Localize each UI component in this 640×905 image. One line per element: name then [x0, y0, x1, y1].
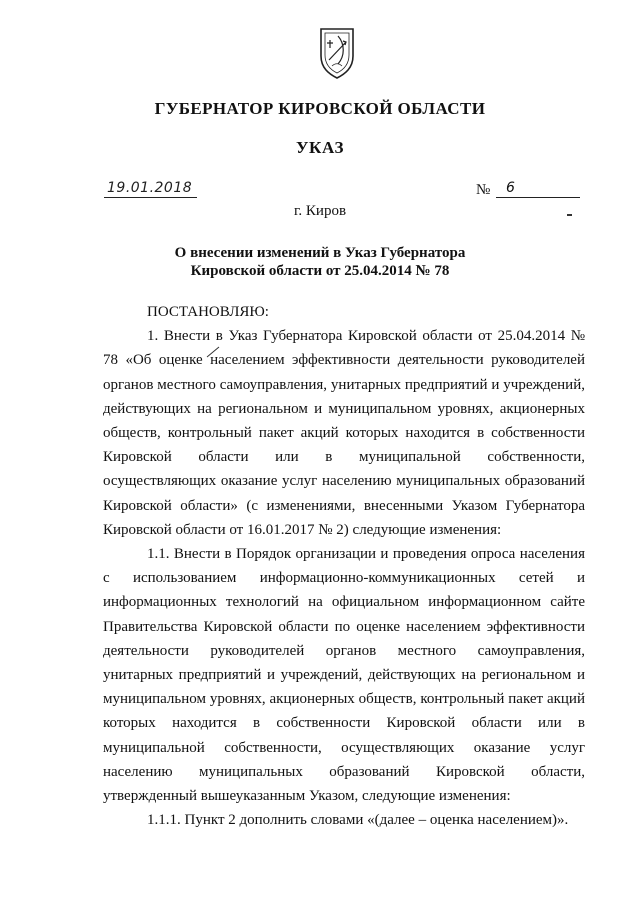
decree-subject [0, 244, 640, 280]
number-underline [496, 197, 580, 198]
decree-date: 19.01.2018 [107, 180, 193, 196]
governor-title: ГУБЕРНАТОР КИРОВСКОЙ ОБЛАСТИ [154, 99, 486, 118]
stray-mark [567, 214, 572, 216]
paragraph-1-1-1: 1.1.1. Пункт 2 дополнить словами «(далее – оценка населением)». [147, 812, 569, 829]
paragraph-1: 1. Внести в Указ Губернатора Кировской области от 25.04.2014 № 78 «Об оценке населением эффективности деятельности руководителей органов местного самоуправления, унитарных предприятий и учреждений, действующих на региональном и муниципальном уровнях, акционерных обществ, контрольный пакет акций которых находится в собственности Кировской области или в муниципальной собственности, осуществляющих оказание услуг населению муниципальных образований Кировской области» (с изменениями, внесенными Указом Губернатора Кировской области от 16.01.2017 № 2) следующие изменения: [103, 328, 585, 538]
subject-line-2: Кировской области от 25.04.2014 № 78 [190, 263, 450, 279]
city-label: г. Киров [293, 203, 347, 219]
decree-title: УКАЗ [295, 138, 345, 157]
subject-line-1: О внесении изменений в Указ Губернатора [174, 245, 466, 261]
kirov-coat-of-arms-icon [317, 26, 357, 80]
decree-body [103, 300, 585, 832]
number-sign: № [476, 182, 491, 198]
paragraph-1-1: 1.1. Внести в Порядок организации и проведения опроса населения с использованием информационно-коммуникационных сетей и информационных технологий на официальном информационном сайте Правительства Кировской области по оценке населением эффективности деятельности руководителей органов местного самоуправления, унитарных предприятий и учреждений, действующих на региональном и муниципальном уровнях, акционерных обществ, контрольный пакет акций которых находится в собственности Кировской области или в муниципальной собственности, осуществляющих оказание услуг населению муниципальных образований Кировской области, утвержденный вышеуказанным Указом, следующие изменения: [103, 546, 585, 805]
resolve-heading: ПОСТАНОВЛЯЮ: [147, 304, 269, 320]
decree-number: 6 [506, 180, 515, 196]
date-underline [104, 197, 197, 198]
